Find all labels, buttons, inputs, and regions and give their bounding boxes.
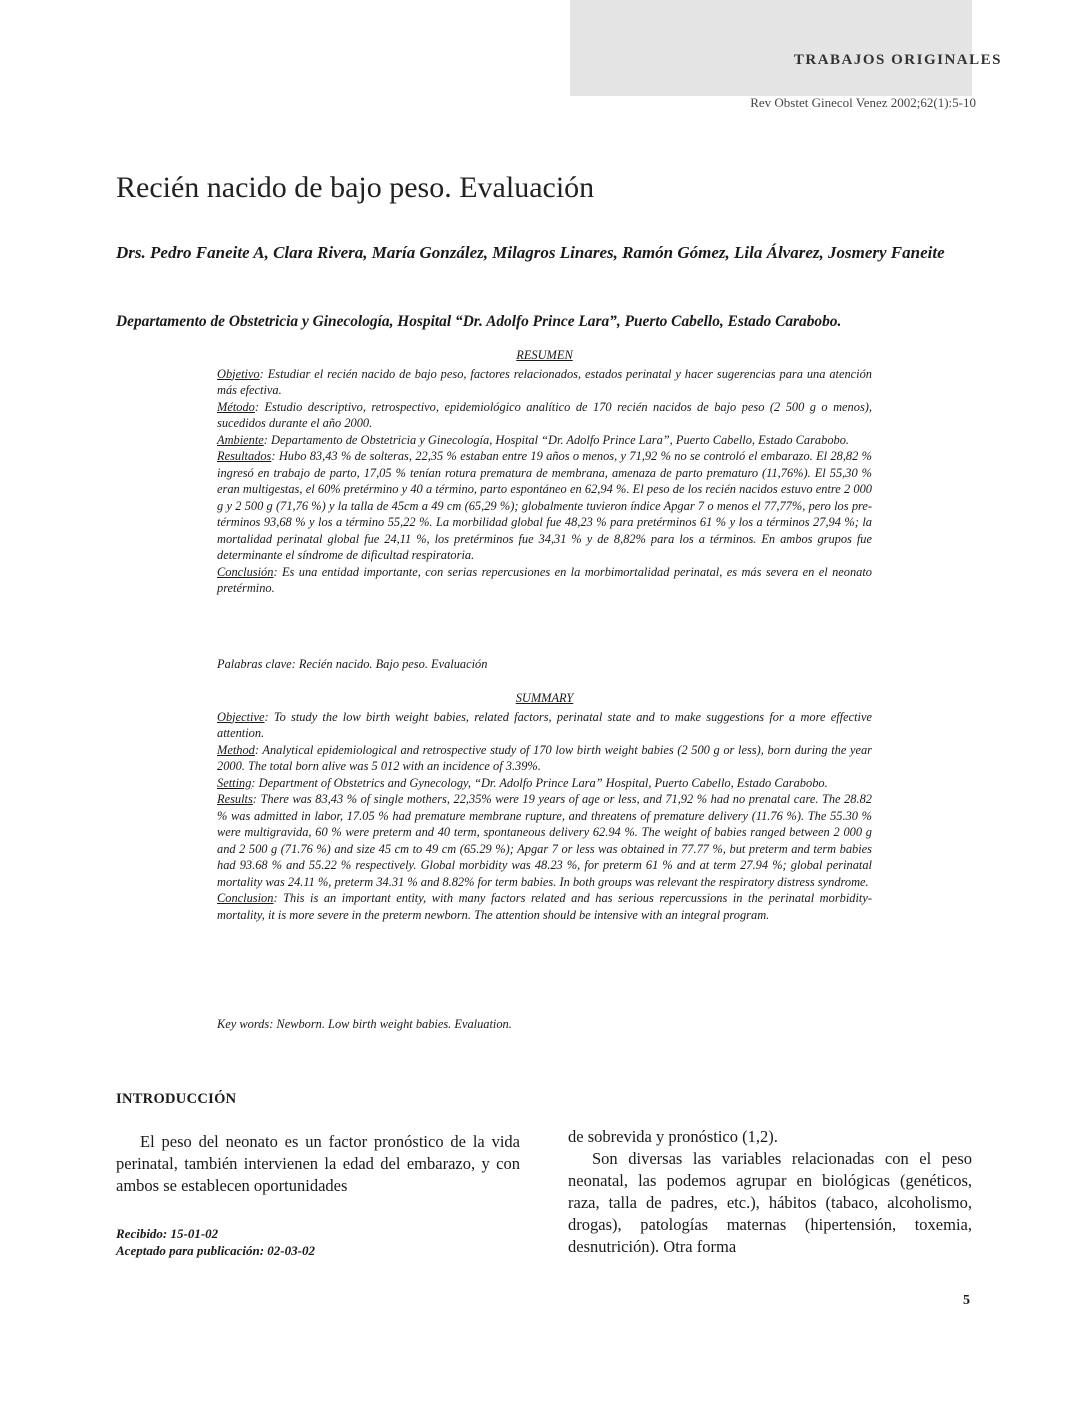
ambiente-text: : Departamento de Obstetricia y Ginecología, Hospital “Dr. Adolfo Prince Lara”, Puerto Cabello, Estado Carabobo. xyxy=(263,432,849,447)
results-text: : There was 83,43 % of single mothers, 22,35% were 19 years of age or less, and 71,92 % had no prenatal care. The 28.82 % was admitted in labor, 17.05 % had premature membrane rupture, and threatens of premature delivery (11.76 %). The 55.30 % were multigravida, 60 % were preterm and 40 term, spontaneous delivery 62.94 %. The weight of babies ranged between 2 000 g and 2 500 g (71.76 %) and size 45 cm to 49 cm (65.29 %); Apgar 7 or less was obtained in 77.77 %, but preterm and term babies had 93.68 % and 55.22 % respectively. Global morbidity was 48.23 %, for preterm 61 % and at term 27.94 %; global perinatal mortality was 24.11 %, preterm 34.31 % and 8.82% for term babies. In both groups was relevant the respiratory distress syndrome. xyxy=(217,792,872,889)
intro-left-column xyxy=(116,1131,520,1197)
palabras-clave: Palabras clave: Recién nacido. Bajo peso. Evaluación xyxy=(217,657,488,671)
summary-results xyxy=(217,791,872,890)
metodo-text: : Estudio descriptivo, retrospectivo, epidemiológico analítico de 170 recién nacidos de bajo peso (2 500 g o menos), sucedidos durante el año 2000. xyxy=(217,399,872,430)
section-label: TRABAJOS ORIGINALES xyxy=(793,52,1002,68)
section-header-box xyxy=(570,0,972,96)
objetivo-text: : Estudiar el recién nacido de bajo peso, factores relacionados, estados perinatal y hacer sugerencias para una atención más efectiva. xyxy=(217,366,872,397)
journal-citation: Rev Obstet Ginecol Venez 2002;62(1):5-10 xyxy=(750,95,976,110)
objective-text: : To study the low birth weight babies, related factors, perinatal state and to make suggestions for a more effective attention. xyxy=(217,709,872,740)
resumen-block xyxy=(217,347,872,597)
setting-text: : Department of Obstetrics and Gynecology, “Dr. Adolfo Prince Lara” Hospital, Puerto Cabello, Estado Carabobo. xyxy=(251,775,828,790)
intro-right-paragraph-2: Son diversas las variables relacionadas con el peso neonatal, las podemos agrupar en biológicas (genéticos, raza, talla de padres, etc.), hábitos (tabaco, alcoholismo, drogas), patologías maternas (hipertensión, toxemia, desnutrición). Otra forma xyxy=(568,1149,972,1256)
method-label: Method xyxy=(217,742,255,757)
ambiente-label: Ambiente xyxy=(217,432,264,447)
article-title: Recién nacido de bajo peso. Evaluación xyxy=(116,171,595,204)
conclusion-text: : Es una entidad importante, con serias repercusiones en la morbimortalidad perinatal, es más severa en el neonato pretérmino. xyxy=(217,564,872,595)
intro-right-paragraph-1: de sobrevida y pronóstico (1,2). xyxy=(568,1127,778,1146)
key-words: Key words: Newborn. Low birth weight babies. Evaluation. xyxy=(217,1017,512,1031)
summary-block xyxy=(217,690,872,923)
page-number: 5 xyxy=(963,1293,970,1308)
conclusion-text-en: : This is an important entity, with many factors related and has serious repercussions in the perinatal morbidity-mortality, it is more severe in the preterm newborn. The attention should be intensive with an integral program. xyxy=(217,891,872,922)
method-text: : Analytical epidemiological and retrospective study of 170 low birth weight babies (2 500 g or less), born during the year 2000. The total born alive was 5 012 with an incidence of 3.39%. xyxy=(217,742,872,773)
intro-left-paragraph: El peso del neonato es un factor pronóstico de la vida perinatal, también intervienen la edad del embarazo, y con ambos se establecen oportunidades xyxy=(116,1132,520,1195)
resumen-objetivo xyxy=(217,366,872,399)
summary-heading: SUMMARY xyxy=(515,691,574,705)
intro-heading: INTRODUCCIÓN xyxy=(116,1091,237,1107)
resumen-resultados xyxy=(217,448,872,564)
setting-label: Setting xyxy=(217,775,252,790)
conclusion-label-en: Conclusion xyxy=(217,891,274,905)
affiliation: Departamento de Obstetricia y Ginecología, Hospital “Dr. Adolfo Prince Lara”, Puerto Cabello, Estado Carabobo. xyxy=(116,313,842,330)
intro-right-column xyxy=(568,1126,972,1258)
results-label: Results xyxy=(217,792,253,806)
resumen-heading: RESUMEN xyxy=(516,348,573,362)
resumen-conclusion xyxy=(217,564,872,597)
authors: Drs. Pedro Faneite A, Clara Rivera, María González, Milagros Linares, Ramón Gómez, Lila Álvarez, Josmery Faneite xyxy=(116,243,945,262)
summary-objective xyxy=(217,709,872,742)
resumen-metodo xyxy=(217,399,872,432)
resultados-text: : Hubo 83,43 % de solteras, 22,35 % estaban entre 19 años o menos, y 71,92 % no se controló el embarazo. El 28,82 % ingresó en trabajo de parto, 17,05 % tenían rotura prematura de membrana, amenaza de parto prematuro (11,76%). El 55,30 % eran multigestas, el 60% pretérmino y 40 a término, parto espontáneo en 62,94 %. El peso de los recién nacidos estuvo entre 2 000 g y 2 500 g (71,76 %) y la talla de 45cm a 49 cm (65,29 %); globalmente tuvieron índice Apgar 7 o menos el 77,77%, pero los pre-términos 93,68 % y los a término 55,22 %. La morbilidad global fue 48,23 % para pretérminos 61 % y los a términos 27,94 %; la mortalidad perinatal global fue 24,11 %, los pretérminos fue 34,31 % y de 8,82% para los a términos. En ambos grupos fue determinante el síndrome de dificultad respiratoria. xyxy=(217,449,872,562)
resumen-ambiente xyxy=(217,432,872,449)
submission-dates xyxy=(116,1225,315,1259)
objective-label: Objective xyxy=(217,709,265,724)
conclusion-label: Conclusión xyxy=(217,564,274,579)
resultados-label: Resultados xyxy=(217,449,272,463)
summary-conclusion xyxy=(217,890,872,923)
accepted-date: Aceptado para publicación: 02-03-02 xyxy=(116,1243,315,1258)
summary-setting xyxy=(217,775,872,792)
objetivo-label: Objetivo xyxy=(217,366,260,381)
summary-method xyxy=(217,742,872,775)
metodo-label: Método xyxy=(217,399,255,414)
received-date: Recibido: 15-01-02 xyxy=(116,1226,219,1241)
